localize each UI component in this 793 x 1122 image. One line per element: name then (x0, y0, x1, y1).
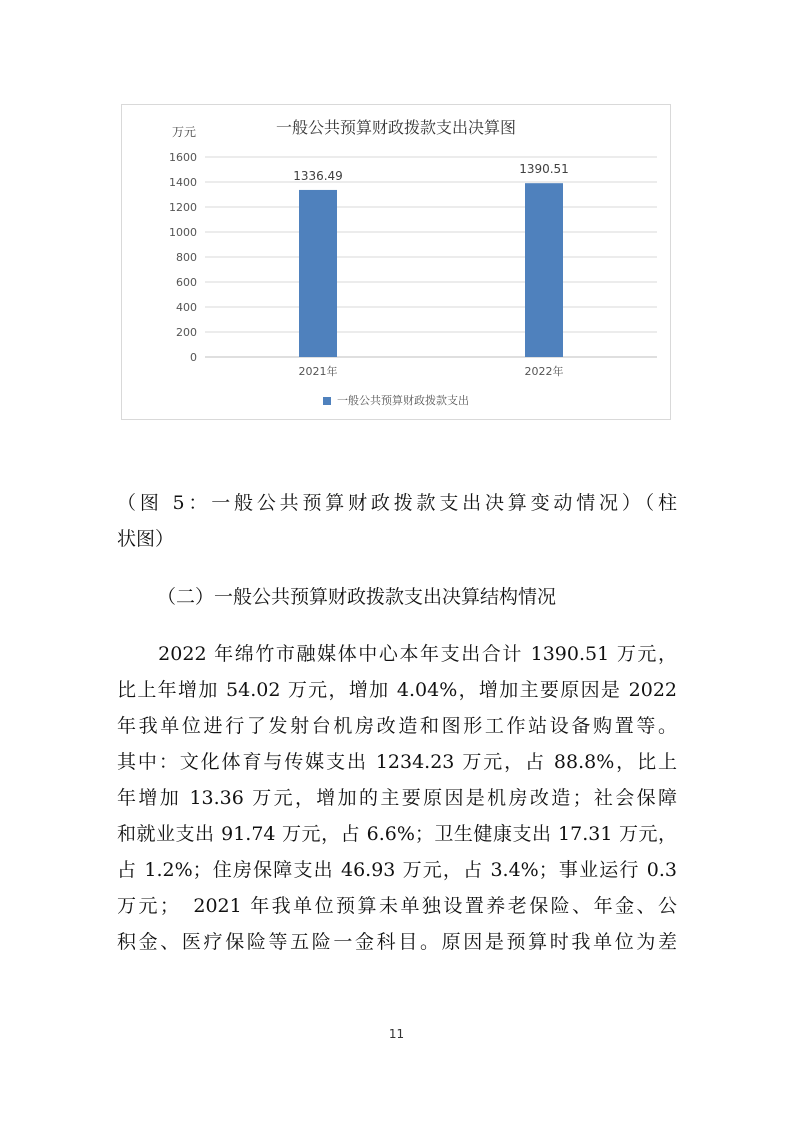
chart-unit-label: 万元 (172, 125, 197, 139)
bar (525, 183, 563, 357)
section-heading: （二）一般公共预算财政拨款支出决算结构情况 (157, 586, 557, 608)
body-line: 其中：文化体育与传媒支出 1234.23 万元，占 88.8%，比上 (117, 751, 677, 773)
x-tick-label: 2021年 (298, 365, 338, 378)
body-line: 积金、医疗保险等五险一金科目。原因是预算时我单位为差 (117, 931, 677, 953)
data-label: 1390.51 (519, 162, 569, 177)
legend-label: 一般公共预算财政拨款支出 (337, 394, 469, 407)
caption-line: 状图） (117, 528, 175, 550)
body-line: 2022 年绵竹市融媒体中心本年支出合计 1390.51 万元， (117, 643, 677, 665)
chart-legend (122, 392, 670, 408)
bar (299, 190, 337, 357)
page-number: 11 (388, 1027, 405, 1041)
body-line: 和就业支出 91.74 万元，占 6.6%；卫生健康支出 17.31 万元， (117, 823, 677, 845)
body-line: 万元； 2021 年我单位预算未单独设置养老保险、年金、公 (117, 895, 677, 917)
body-line: 占 1.2%；住房保障支出 46.93 万元，占 3.4%；事业运行 0.3 (117, 859, 677, 881)
y-tick-label: 600 (176, 276, 197, 289)
legend-swatch (323, 397, 331, 405)
y-tick-label: 400 (176, 301, 197, 314)
x-tick-label: 2022年 (524, 365, 564, 378)
body-paragraph (117, 636, 677, 960)
y-tick-label: 1400 (169, 176, 197, 189)
chart-canvas (122, 105, 672, 421)
caption-line: （图 5：一般公共预算财政拨款支出决算变动情况）（柱 (117, 492, 677, 514)
data-label: 1336.49 (293, 168, 343, 183)
y-tick-label: 1600 (169, 151, 197, 164)
y-tick-label: 200 (176, 326, 197, 339)
y-tick-label: 1000 (169, 226, 197, 239)
y-tick-label: 800 (176, 251, 197, 264)
body-line: 年我单位进行了发射台机房改造和图形工作站设备购置等。 (117, 715, 677, 737)
body-line: 年增加 13.36 万元，增加的主要原因是机房改造；社会保障 (117, 787, 677, 809)
figure-caption (117, 485, 677, 557)
y-tick-label: 0 (190, 351, 197, 364)
body-line: 比上年增加 54.02 万元，增加 4.04%，增加主要原因是 2022 (117, 679, 677, 701)
y-tick-label: 1200 (169, 201, 197, 214)
chart-title: 一般公共预算财政拨款支出决算图 (275, 118, 516, 137)
budget-bar-chart (121, 104, 671, 420)
